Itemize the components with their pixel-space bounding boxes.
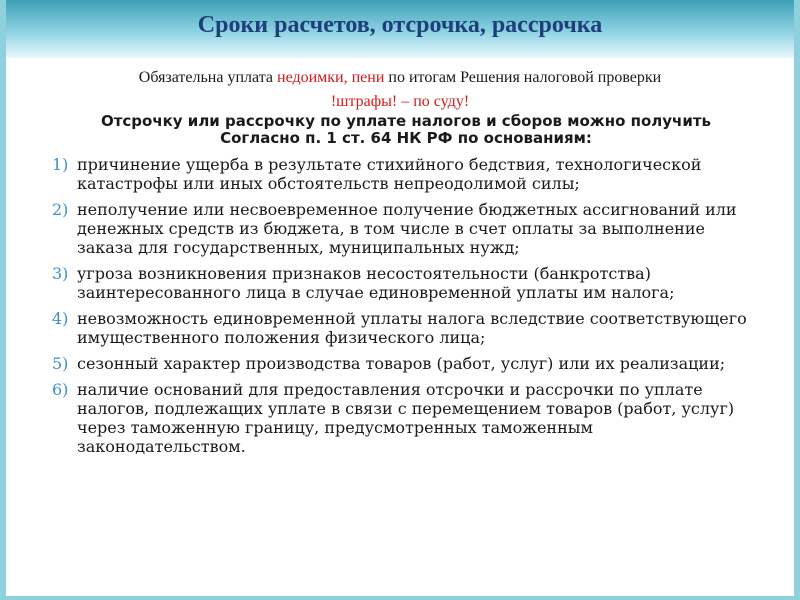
list-item-number: 1) xyxy=(52,155,69,174)
intro-line-1-start: Обязательна уплата xyxy=(138,69,277,86)
intro-text xyxy=(6,66,794,114)
list-item xyxy=(52,155,752,193)
list-item-text: сезонный характер производства товаров (работ, услуг) или их реализации; xyxy=(77,354,726,373)
list-item-text: причинение ущерба в результате стихийного бедствия, технологической катастрофы или иных обстоятельств непреодолимой силы; xyxy=(77,155,702,193)
intro-line-1 xyxy=(6,66,794,90)
list-item-number: 5) xyxy=(52,354,69,373)
slide-title: Сроки расчетов, отсрочка, рассрочка xyxy=(197,12,603,38)
list-item-text: невозможность единовременной уплаты налога вследствие соответствующего имущественного положения физического лица; xyxy=(77,309,747,347)
list-item xyxy=(52,354,752,373)
subheading: Отсрочку или рассрочку по уплате налогов и сборов можно получить Согласно п. 1 ст. 64 НК РФ по основаниям: xyxy=(100,112,712,147)
list-item-text: наличие оснований для предоставления отсрочки и рассрочки по уплате налогов, подлежащих уплате в связи с перемещением товаров (работ, услуг) через таможенную границу, предусмотренных таможенным законодательством. xyxy=(77,380,735,456)
list-item-text: неполучение или несвоевременное получение бюджетных ассигнований или денежных средств из бюджета, в том числе в счет оплаты за выполнение заказа для государственных, муниципальных нужд; xyxy=(77,200,737,257)
list-item-number: 4) xyxy=(52,309,69,328)
intro-line-1-end: по итогам Решения налоговой проверки xyxy=(384,69,662,86)
list-item-number: 3) xyxy=(52,264,69,283)
list-item-number: 6) xyxy=(52,380,69,399)
list-item-number: 2) xyxy=(52,200,69,219)
list-item xyxy=(52,264,752,302)
intro-line-1-highlight: недоимки, пени xyxy=(277,69,385,86)
list-item xyxy=(52,309,752,347)
intro-line-2: !штрафы! – по суду! xyxy=(330,93,470,110)
list-item xyxy=(52,200,752,257)
list-item xyxy=(52,380,752,456)
list-item-text: угроза возникновения признаков несостоятельности (банкротства) заинтересованного лица в случае единовременной уплаты им налога; xyxy=(77,264,675,302)
grounds-list xyxy=(52,155,752,463)
